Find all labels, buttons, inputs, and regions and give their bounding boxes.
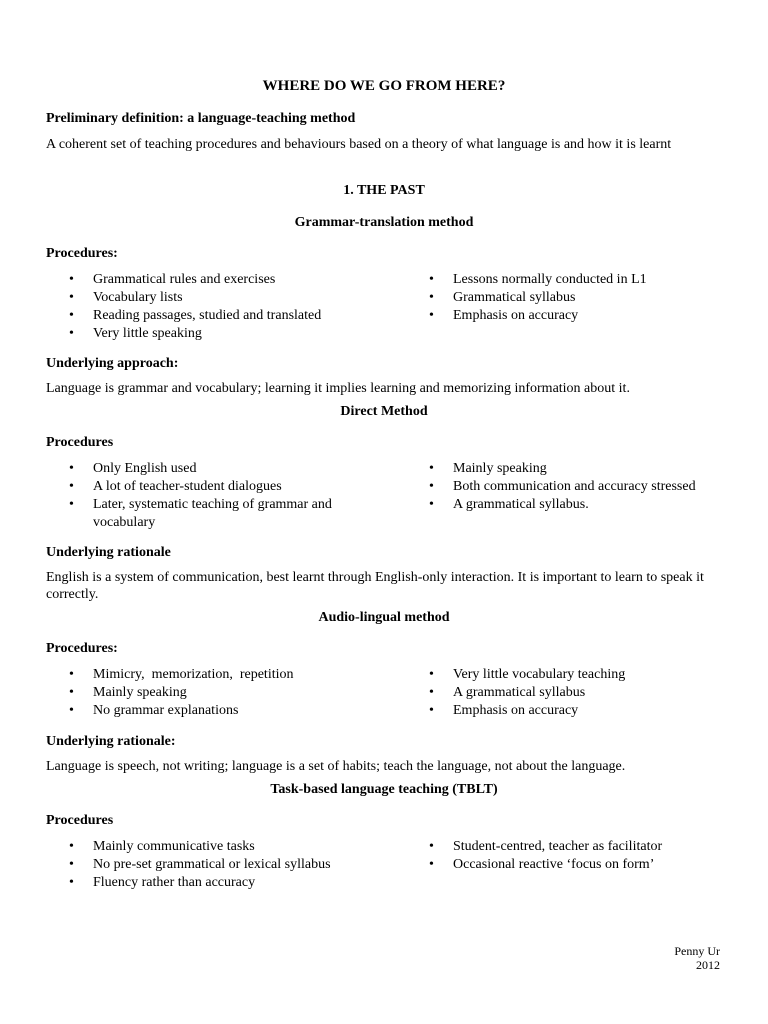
bullet-icon: •	[429, 290, 434, 305]
list-item: • Mainly communicative tasks	[69, 839, 255, 854]
footer-author: Penny Ur	[674, 944, 720, 958]
list-item: • Reading passages, studied and translated	[69, 308, 322, 323]
bullet-icon: •	[69, 290, 74, 305]
list-item: • No pre-set grammatical or lexical syllabus	[69, 857, 331, 872]
tblt-left-list	[46, 838, 396, 892]
bullet-icon: •	[429, 272, 434, 287]
list-item: • Only English used	[69, 461, 197, 476]
grammar-translation-approach-label: Underlying approach:	[46, 356, 179, 371]
bullet-icon: •	[69, 857, 74, 872]
grammar-translation-right-list	[406, 271, 726, 325]
list-item: • Both communication and accuracy stressed	[429, 479, 696, 494]
list-item: • A lot of teacher-student dialogues	[69, 479, 282, 494]
audio-lingual-procedures-label: Procedures:	[46, 641, 118, 656]
bullet-icon: •	[429, 667, 434, 682]
list-item: • A grammatical syllabus.	[429, 497, 589, 512]
list-item: • Fluency rather than accuracy	[69, 875, 256, 890]
list-item: • No grammar explanations	[69, 703, 239, 718]
list-item: • Emphasis on accuracy	[429, 703, 579, 718]
list-item: • Very little vocabulary teaching	[429, 667, 626, 682]
audio-lingual-rationale-label: Underlying rationale:	[46, 734, 176, 749]
list-item: • Vocabulary lists	[69, 290, 183, 305]
direct-method-heading: Direct Method	[340, 404, 428, 419]
bullet-icon: •	[429, 703, 434, 718]
list-item: • A grammatical syllabus	[429, 685, 586, 700]
audio-lingual-left-list	[46, 666, 396, 720]
bullet-icon: •	[429, 308, 434, 323]
definition-text: A coherent set of teaching procedures and behaviours based on a theory of what language is and how it is learnt	[46, 137, 672, 152]
page-title: WHERE DO WE GO FROM HERE?	[262, 78, 506, 94]
list-item: • Occasional reactive ‘focus on form’	[429, 857, 655, 872]
list-item: • Mimicry, memorization, repetition	[69, 667, 294, 682]
bullet-icon: •	[429, 839, 434, 854]
bullet-icon: •	[69, 479, 74, 494]
bullet-icon: •	[69, 685, 74, 700]
bullet-icon: •	[69, 272, 74, 287]
bullet-icon: •	[429, 461, 434, 476]
tblt-heading: Task-based language teaching (TBLT)	[270, 782, 498, 797]
list-item: • Mainly speaking	[69, 685, 187, 700]
bullet-icon: •	[69, 703, 74, 718]
bullet-icon: •	[69, 461, 74, 476]
bullet-icon: •	[429, 479, 434, 494]
list-item: • Student-centred, teacher as facilitator	[429, 839, 663, 854]
bullet-icon: •	[69, 667, 74, 682]
audio-lingual-right-list	[406, 666, 726, 720]
audio-lingual-heading: Audio-lingual method	[318, 610, 450, 625]
direct-method-left-list	[46, 460, 376, 532]
list-item: • Grammatical syllabus	[429, 290, 576, 305]
bullet-icon: •	[69, 497, 74, 512]
bullet-icon: •	[429, 497, 434, 512]
tblt-right-list	[406, 838, 726, 874]
past-heading: 1. THE PAST	[343, 183, 425, 198]
direct-method-procedures-label: Procedures	[46, 435, 114, 450]
tblt-procedures-label: Procedures	[46, 813, 114, 828]
footer-year: 2012	[696, 958, 720, 972]
bullet-icon: •	[429, 857, 434, 872]
grammar-translation-left-list	[46, 271, 396, 343]
list-item: • Lessons normally conducted in L1	[429, 272, 647, 287]
grammar-translation-procedures-label: Procedures:	[46, 246, 118, 261]
direct-method-rationale-label: Underlying rationale	[46, 545, 171, 560]
definition-heading: Preliminary definition: a language-teaching method	[46, 111, 356, 126]
list-item: • Grammatical rules and exercises	[69, 272, 276, 287]
bullet-icon: •	[69, 308, 74, 323]
list-item: • Emphasis on accuracy	[429, 308, 579, 323]
direct-method-rationale-text: English is a system of communication, best learnt through English-only interaction. It is important to learn to speak it correctly.	[46, 570, 704, 602]
bullet-icon: •	[429, 685, 434, 700]
direct-method-right-list	[406, 460, 736, 514]
bullet-icon: •	[69, 326, 74, 341]
list-item: • Very little speaking	[69, 326, 202, 341]
list-item: • Later, systematic teaching of grammar and vocabulary	[69, 497, 332, 530]
bullet-icon: •	[69, 839, 74, 854]
bullet-icon: •	[69, 875, 74, 890]
audio-lingual-rationale-text: Language is speech, not writing; language is a set of habits; teach the language, not about the language.	[46, 759, 626, 774]
grammar-translation-approach-text: Language is grammar and vocabulary; learning it implies learning and memorizing information about it.	[46, 381, 630, 396]
list-item: • Mainly speaking	[429, 461, 547, 476]
footer	[674, 944, 720, 972]
grammar-translation-heading: Grammar-translation method	[294, 215, 474, 230]
